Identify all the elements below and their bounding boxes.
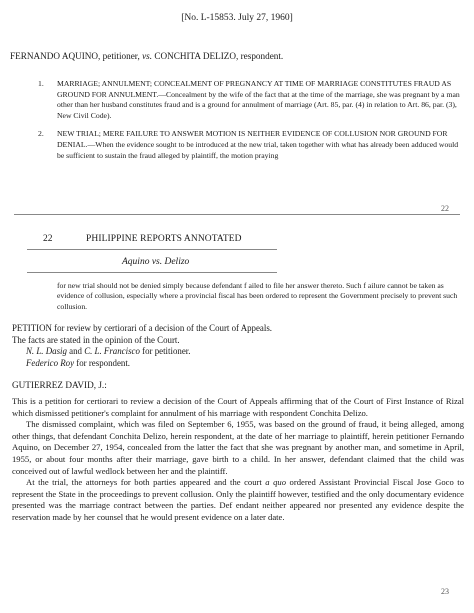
counsel-petitioner: N. L. Dasig and C. L. Francisco for petitioner. xyxy=(26,346,191,357)
petition-line: PETITION for review by certiorari of a decision of the Court of Appeals. xyxy=(12,323,273,333)
running-header-page: 22 xyxy=(43,234,53,244)
syllabus-continuation: for new trial should not be denied simply because defendant f ailed to file her answer thereto. Such f ailure cannot be taken as evidence of collusion, especially where a provincial fiscal has been ordered to represent the Government precisely to prevent such collusion. xyxy=(57,281,458,311)
facts-line: The facts are stated in the opinion of the Court. xyxy=(12,334,180,345)
counsel-name: N. L. Dasig xyxy=(26,346,67,357)
running-header-title: PHILIPPINE REPORTS ANNOTATED xyxy=(86,234,242,244)
opinion-paragraph: This is a petition for certiorari to review a decision of the Court of Appeals affirming that of the Court of First Instance of Rizal which dismissed petitioner's complaint for annulment of his marriage with respondent Conchita Delizo. xyxy=(12,396,464,418)
page-number: 23 xyxy=(441,587,449,596)
syllabus-item xyxy=(38,129,460,161)
petition-block xyxy=(12,323,467,369)
respondent-name: CONCHITA DELIZO, respondent. xyxy=(154,51,284,61)
syllabus-number: 2. xyxy=(38,129,44,139)
case-parties xyxy=(10,51,470,61)
case-number: [No. L-15853. July 27, 1960] xyxy=(181,13,293,23)
running-header-case: Aquino vs. Delizo xyxy=(122,257,190,267)
syllabus-text: MARRIAGE; ANNULMENT; CONCEALMENT OF PREGNANCY AT TIME OF MARRIAGE CONSTITUTES FRAUD AS GROUND FOR ANNULMENT.—Concealment by the wife of the fact that at the time of the marriage, she was pregnant by a man other than her husband constitutes fraud and is a ground for annulment of marriage (Art. 85, par. (4) in relation to Art. 86, par. (3), New Civil Code). xyxy=(57,79,460,120)
syllabus-text: NEW TRIAL; MERE FAILURE TO ANSWER MOTION IS NEITHER EVIDENCE OF COLLUSION NOR GROUND FOR DENIAL.—When the evidence sought to be introduced at the new trial, taken together with what has already been adduced would be sufficient to sustain the fraud alleged by plaintiff, the motion praying xyxy=(57,129,459,160)
header-rule xyxy=(27,272,277,273)
opinion-body xyxy=(12,396,464,524)
syllabus-item xyxy=(38,79,460,121)
syllabus-number: 1. xyxy=(38,79,44,88)
counsel-respondent: Federico Roy for respondent. xyxy=(26,357,131,368)
counsel-name: C. L. Francisco xyxy=(84,346,140,357)
syllabus-list xyxy=(38,79,460,169)
page-number: 22 xyxy=(441,204,449,213)
petitioner-name: FERNANDO AQUINO, petitioner, xyxy=(10,51,140,61)
page-divider xyxy=(14,214,460,215)
counsel-name: Federico Roy xyxy=(26,357,75,368)
versus-label: vs. xyxy=(142,51,153,61)
opinion-paragraph: The dismissed complaint, which was filed on September 6, 1955, was based on the ground of fraud, it being alleged, among other things, that defendant Conchita Delizo, herein respondent, at the date of her marriage to plaintiff, herein petitioner Fernando Aquino, on December 27, 1954, concealed from the latter the fact that she was pregnant by another man, and sometime in April, 1955, or about four months after their marriage, gave birth to a child. In her answer, defendant claimed that the child was conceived out of lawful wedlock between her and the plaintiff. xyxy=(12,419,464,476)
header-rule xyxy=(27,249,277,250)
ponente: GUTIERREZ DAVID, J.: xyxy=(12,380,107,390)
opinion-paragraph: At the trial, the attorneys for both parties appeared and the court a quo ordered Assistant Provincial Fiscal Jose Goco to represent the State in the proceedings to prevent collusion. Only the plaintiff however, testified and the only documentary evidence presented was the marriage contract between the parties. Def endant neither appeared nor presented any evidence despite the reservation made by her counsel that he would present evidence on a later date. xyxy=(12,477,464,522)
